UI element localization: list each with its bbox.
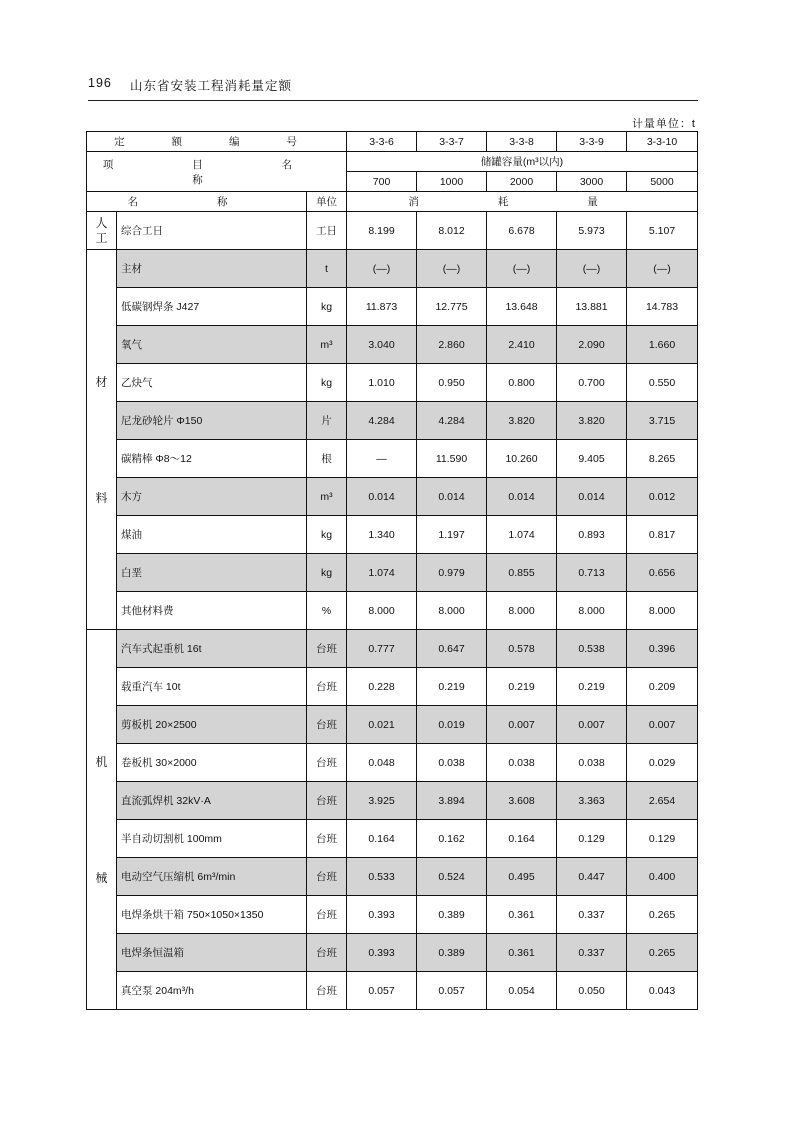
machine-value-cell: 0.777	[347, 630, 417, 668]
machine-value-cell: 0.393	[347, 896, 417, 934]
material-value-cell: 9.405	[557, 440, 627, 478]
material-value-cell: 13.881	[557, 288, 627, 326]
material-value-cell: 1.010	[347, 364, 417, 402]
machine-value-cell: 0.265	[627, 934, 698, 972]
machine-row	[87, 820, 698, 858]
machine-row	[87, 744, 698, 782]
quota-number-cell: 3-3-7	[417, 132, 487, 152]
machine-value-cell: 3.894	[417, 782, 487, 820]
material-value-cell: 2.410	[487, 326, 557, 364]
machine-value-cell: 0.007	[487, 706, 557, 744]
material-item-unit: 根	[307, 440, 347, 478]
material-value-cell: 8.000	[487, 592, 557, 630]
material-value-cell: 1.660	[627, 326, 698, 364]
material-value-cell: 0.014	[347, 478, 417, 516]
quota-number-row	[87, 132, 698, 152]
material-row	[87, 402, 698, 440]
machine-value-cell: 0.524	[417, 858, 487, 896]
machine-value-cell: 0.164	[347, 820, 417, 858]
column-header-row	[87, 192, 698, 212]
material-item-name: 其他材料费	[117, 592, 307, 630]
material-value-cell: 3.820	[557, 402, 627, 440]
material-value-cell: 1.340	[347, 516, 417, 554]
machine-category-label: 机 械	[87, 630, 117, 1010]
machine-item-unit: 台班	[307, 744, 347, 782]
machine-item-unit: 台班	[307, 972, 347, 1010]
labor-value-cell: 6.678	[487, 212, 557, 250]
material-value-cell: 0.012	[627, 478, 698, 516]
material-item-name: 乙炔气	[117, 364, 307, 402]
material-value-cell: 14.783	[627, 288, 698, 326]
quota-number-cell: 3-3-10	[627, 132, 698, 152]
quota-number-cell: 3-3-9	[557, 132, 627, 152]
machine-value-cell: 0.054	[487, 972, 557, 1010]
machine-item-unit: 台班	[307, 782, 347, 820]
machine-item-name: 卷板机 30×2000	[117, 744, 307, 782]
material-value-cell: 8.000	[557, 592, 627, 630]
machine-value-cell: 0.038	[417, 744, 487, 782]
material-value-cell: 1.197	[417, 516, 487, 554]
material-value-cell: 0.950	[417, 364, 487, 402]
labor-item-name: 综合工日	[117, 212, 307, 250]
machine-value-cell: 0.400	[627, 858, 698, 896]
material-item-unit: kg	[307, 288, 347, 326]
material-item-unit: %	[307, 592, 347, 630]
name-col-label: 名 称	[87, 192, 307, 212]
material-row	[87, 592, 698, 630]
material-value-cell: 11.590	[417, 440, 487, 478]
material-value-cell: (—)	[487, 250, 557, 288]
machine-value-cell: 0.019	[417, 706, 487, 744]
machine-value-cell: 0.043	[627, 972, 698, 1010]
material-row	[87, 440, 698, 478]
machine-value-cell: 0.219	[487, 668, 557, 706]
machine-row	[87, 934, 698, 972]
machine-item-name: 半自动切割机 100mm	[117, 820, 307, 858]
machine-value-cell: 0.396	[627, 630, 698, 668]
machine-value-cell: 0.038	[487, 744, 557, 782]
machine-row	[87, 972, 698, 1010]
machine-value-cell: 0.007	[627, 706, 698, 744]
material-item-name: 尼龙砂轮片 Φ150	[117, 402, 307, 440]
material-row	[87, 478, 698, 516]
capacity-label-row	[87, 152, 698, 172]
capacity-cell: 700	[347, 172, 417, 192]
material-value-cell: 8.265	[627, 440, 698, 478]
machine-row	[87, 706, 698, 744]
material-value-cell: 0.800	[487, 364, 557, 402]
material-value-cell: 12.775	[417, 288, 487, 326]
material-item-name: 氧气	[117, 326, 307, 364]
material-item-name: 煤油	[117, 516, 307, 554]
capacity-label: 储罐容量(m³以内)	[347, 152, 698, 172]
machine-value-cell: 0.219	[557, 668, 627, 706]
machine-value-cell: 0.265	[627, 896, 698, 934]
material-item-unit: m³	[307, 478, 347, 516]
machine-value-cell: 0.389	[417, 934, 487, 972]
material-item-unit: 片	[307, 402, 347, 440]
machine-row	[87, 858, 698, 896]
material-value-cell: 11.873	[347, 288, 417, 326]
machine-value-cell: 0.578	[487, 630, 557, 668]
quota-number-cell: 3-3-6	[347, 132, 417, 152]
labor-item-unit: 工日	[307, 212, 347, 250]
machine-value-cell: 0.447	[557, 858, 627, 896]
page-number: 196	[88, 76, 112, 90]
quota-number-cell: 3-3-8	[487, 132, 557, 152]
machine-value-cell: 0.538	[557, 630, 627, 668]
machine-item-name: 直流弧焊机 32kV·A	[117, 782, 307, 820]
material-value-cell: 0.014	[487, 478, 557, 516]
labor-value-cell: 8.012	[417, 212, 487, 250]
machine-value-cell: 0.129	[557, 820, 627, 858]
machine-item-unit: 台班	[307, 858, 347, 896]
machine-value-cell: 3.608	[487, 782, 557, 820]
machine-value-cell: 0.021	[347, 706, 417, 744]
material-value-cell: 2.090	[557, 326, 627, 364]
machine-value-cell: 0.038	[557, 744, 627, 782]
machine-value-cell: 0.057	[347, 972, 417, 1010]
material-value-cell: 3.040	[347, 326, 417, 364]
material-value-cell: 3.715	[627, 402, 698, 440]
machine-item-name: 真空泵 204m³/h	[117, 972, 307, 1010]
material-item-unit: t	[307, 250, 347, 288]
material-item-unit: kg	[307, 554, 347, 592]
machine-value-cell: 0.337	[557, 934, 627, 972]
material-item-unit: kg	[307, 516, 347, 554]
machine-value-cell: 0.164	[487, 820, 557, 858]
material-value-cell: 0.656	[627, 554, 698, 592]
machine-value-cell: 0.361	[487, 896, 557, 934]
machine-value-cell: 0.162	[417, 820, 487, 858]
material-value-cell: (—)	[417, 250, 487, 288]
material-row	[87, 326, 698, 364]
book-title: 山东省安装工程消耗量定额	[130, 79, 293, 93]
material-value-cell: (—)	[557, 250, 627, 288]
machine-value-cell: 0.495	[487, 858, 557, 896]
material-value-cell: 0.979	[417, 554, 487, 592]
material-item-name: 低碳钢焊条 J427	[117, 288, 307, 326]
material-value-cell: 0.855	[487, 554, 557, 592]
material-item-name: 主材	[117, 250, 307, 288]
material-value-cell: 13.648	[487, 288, 557, 326]
machine-row	[87, 668, 698, 706]
machine-item-unit: 台班	[307, 934, 347, 972]
material-row	[87, 250, 698, 288]
capacity-cell: 1000	[417, 172, 487, 192]
material-value-cell: 0.014	[417, 478, 487, 516]
machine-value-cell: 0.228	[347, 668, 417, 706]
machine-row	[87, 630, 698, 668]
material-item-name: 木方	[117, 478, 307, 516]
material-value-cell: (—)	[627, 250, 698, 288]
machine-item-name: 电焊条恒温箱	[117, 934, 307, 972]
machine-row	[87, 782, 698, 820]
labor-category-label: 人工	[87, 212, 117, 250]
material-row	[87, 364, 698, 402]
material-value-cell: 8.000	[417, 592, 487, 630]
material-value-cell: 1.074	[347, 554, 417, 592]
material-item-unit: m³	[307, 326, 347, 364]
material-item-name: 碳精棒 Φ8～12	[117, 440, 307, 478]
material-value-cell: 10.260	[487, 440, 557, 478]
material-value-cell: 0.550	[627, 364, 698, 402]
material-row	[87, 516, 698, 554]
labor-value-cell: 5.973	[557, 212, 627, 250]
machine-item-name: 载重汽车 10t	[117, 668, 307, 706]
material-value-cell: 2.860	[417, 326, 487, 364]
machine-value-cell: 0.361	[487, 934, 557, 972]
machine-value-cell: 0.647	[417, 630, 487, 668]
machine-item-name: 电动空气压缩机 6m³/min	[117, 858, 307, 896]
page-header	[88, 72, 698, 101]
labor-value-cell: 8.199	[347, 212, 417, 250]
labor-value-cell: 5.107	[627, 212, 698, 250]
machine-item-name: 电焊条烘干箱 750×1050×1350	[117, 896, 307, 934]
material-item-unit: kg	[307, 364, 347, 402]
material-value-cell: 8.000	[347, 592, 417, 630]
material-value-cell: 3.820	[487, 402, 557, 440]
unit-col-label: 单位	[307, 192, 347, 212]
machine-item-unit: 台班	[307, 630, 347, 668]
machine-value-cell: 0.393	[347, 934, 417, 972]
machine-value-cell: 3.363	[557, 782, 627, 820]
machine-value-cell: 0.057	[417, 972, 487, 1010]
capacity-cell: 3000	[557, 172, 627, 192]
machine-value-cell: 3.925	[347, 782, 417, 820]
material-value-cell: 0.893	[557, 516, 627, 554]
material-category-label: 材 料	[87, 250, 117, 630]
machine-value-cell: 2.654	[627, 782, 698, 820]
labor-row	[87, 212, 698, 250]
material-value-cell: 0.713	[557, 554, 627, 592]
machine-value-cell: 0.048	[347, 744, 417, 782]
machine-value-cell: 0.219	[417, 668, 487, 706]
machine-row	[87, 896, 698, 934]
material-value-cell: 4.284	[417, 402, 487, 440]
material-value-cell: —	[347, 440, 417, 478]
machine-value-cell: 0.209	[627, 668, 698, 706]
machine-value-cell: 0.533	[347, 858, 417, 896]
material-value-cell: 0.700	[557, 364, 627, 402]
quota-number-label: 定 额 编 号	[87, 132, 347, 152]
material-value-cell: (—)	[347, 250, 417, 288]
machine-item-unit: 台班	[307, 820, 347, 858]
capacity-cell: 5000	[627, 172, 698, 192]
machine-item-name: 汽车式起重机 16t	[117, 630, 307, 668]
material-value-cell: 0.014	[557, 478, 627, 516]
machine-value-cell: 0.007	[557, 706, 627, 744]
machine-value-cell: 0.389	[417, 896, 487, 934]
machine-value-cell: 0.129	[627, 820, 698, 858]
material-value-cell: 8.000	[627, 592, 698, 630]
machine-value-cell: 0.337	[557, 896, 627, 934]
item-name-label: 项 目 名 称	[87, 152, 347, 192]
material-value-cell: 1.074	[487, 516, 557, 554]
consumption-label: 消 耗 量	[347, 192, 698, 212]
material-row	[87, 554, 698, 592]
quota-table	[86, 131, 698, 1010]
machine-value-cell: 0.050	[557, 972, 627, 1010]
material-item-name: 白垩	[117, 554, 307, 592]
material-value-cell: 0.817	[627, 516, 698, 554]
machine-item-unit: 台班	[307, 706, 347, 744]
machine-item-unit: 台班	[307, 668, 347, 706]
material-value-cell: 4.284	[347, 402, 417, 440]
unit-note: 计量单位：t	[631, 118, 696, 130]
capacity-cell: 2000	[487, 172, 557, 192]
material-row	[87, 288, 698, 326]
machine-item-unit: 台班	[307, 896, 347, 934]
machine-value-cell: 0.029	[627, 744, 698, 782]
machine-item-name: 剪板机 20×2500	[117, 706, 307, 744]
